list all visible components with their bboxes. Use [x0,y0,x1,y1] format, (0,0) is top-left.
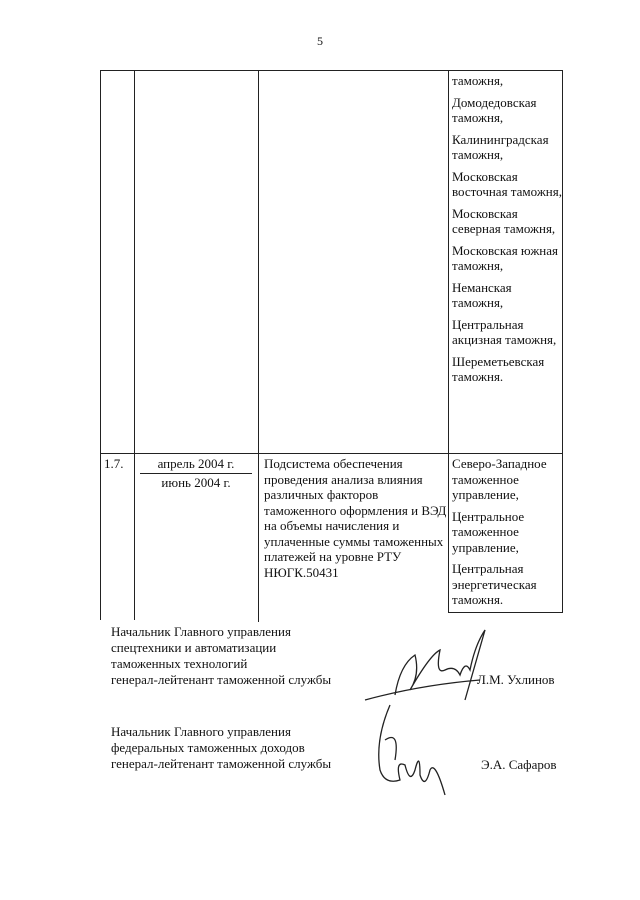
signature-2 [370,700,450,800]
position-line: генерал-лейтенант таможенной службы [111,672,332,687]
position-line: генерал-лейтенант таможенной службы [111,756,332,771]
description-cell [264,456,448,580]
position-line: Начальник Главного управления [111,724,291,739]
row-number: 1.7. [104,456,124,471]
unit: Московская северная таможня, [452,205,556,236]
position-line: федеральных таможенных доходов [111,740,305,755]
description: Подсистема обеспечения проведения анализа влияния различных факторов таможенного оформления и ВЭД на объемы начисления и уплаченные суммы таможенных платежей на уровне РТУ [264,456,447,564]
column-border [100,70,101,620]
signature-1 [360,625,490,705]
column-border [258,70,259,622]
unit: Московская южная таможня, [452,242,559,273]
unit: Неманская таможня, [452,279,512,310]
start-date: апрель 2004 г. [157,456,235,471]
signatory-1-position [111,624,331,688]
signatory-2-name: Э.А. Сафаров [481,757,557,772]
signatory-1-name: Л.М. Ухлинов [477,672,555,687]
page-number: 5 [317,34,323,48]
end-date: июнь 2004 г. [161,475,231,490]
position-line: Начальник Главного управления [111,624,291,639]
column-border [448,70,449,613]
column-border [134,70,135,620]
unit: таможня, [452,73,504,88]
code: НЮГК.50431 [264,564,339,580]
unit: Домодедовская таможня, [452,94,537,125]
row-divider [100,453,562,454]
unit: Северо-Западное таможенное управление, [452,456,547,502]
unit: Центральное таможенное управление, [452,508,525,555]
units-cell [452,456,562,614]
table-top-border [100,70,562,71]
position-line: спецтехники и автоматизации [111,640,277,655]
unit: Московская восточная таможня, [452,168,562,199]
date-divider [140,473,252,474]
signatory-2-position [111,724,331,772]
position-line: таможенных технологий [111,656,248,671]
column-border [562,70,563,613]
unit: Центральная акцизная таможня, [452,316,557,347]
unit: Калининградская таможня, [452,131,549,162]
unit: Шереметьевская таможня. [452,353,545,384]
unit: Центральная энергетическая таможня. [452,561,537,607]
units-cell [452,73,562,391]
